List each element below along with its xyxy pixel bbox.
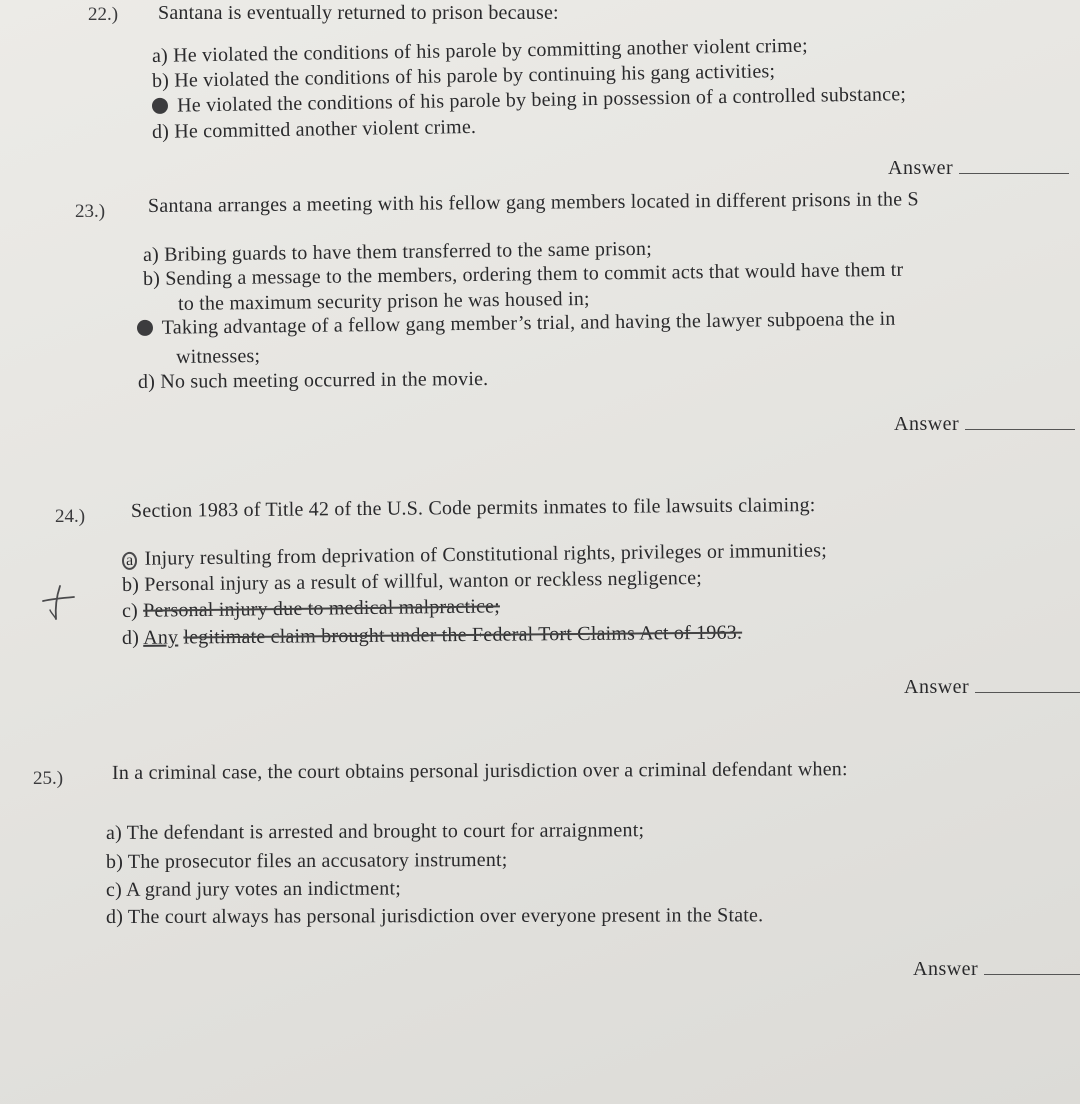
filled-circle-mark-icon: [137, 320, 153, 336]
q22-answer: [888, 157, 1069, 180]
option-letter: a): [151, 44, 169, 67]
option-letter: a): [105, 821, 122, 844]
option-text: Taking advantage of a fellow gang member’s trial, and having the lawyer subpoena the in: [161, 307, 896, 339]
option-letter: b): [142, 267, 161, 290]
option-text: The defendant is arrested and brought to court for arraignment;: [126, 819, 645, 844]
option-letter: d): [151, 120, 170, 143]
q23-answer: [894, 413, 1075, 436]
answer-line[interactable]: [984, 974, 1080, 975]
q23-option-b-continuation: to the maximum security prison he was housed in;: [177, 287, 590, 315]
answer-label: Answer: [894, 413, 960, 435]
circled-letter-mark-icon: a: [122, 552, 138, 570]
question-number-25: 25.): [33, 768, 64, 789]
q24-option-a: [122, 539, 827, 571]
q23-option-d: [138, 368, 489, 394]
q23-option-c-continuation: witnesses;: [175, 344, 261, 368]
q24-option-c: [122, 595, 500, 623]
option-text: A grand jury votes an indictment;: [125, 877, 401, 901]
question-text-24: Section 1983 of Title 42 of the U.S. Code permits inmates to file lawsuits claiming:: [130, 494, 816, 522]
option-letter: c): [121, 599, 139, 622]
q24-option-b: [122, 567, 702, 597]
option-text: Sending a message to the members, ordering them to commit acts that would have them tr: [165, 258, 904, 290]
q25-option-d: [106, 904, 763, 929]
answer-line[interactable]: [959, 173, 1069, 174]
pencil-cross-mark-icon: [38, 583, 78, 623]
option-text: Personal injury as a result of willful, wanton or reckless negligence;: [144, 566, 703, 596]
option-text: Injury resulting from deprivation of Constitutional rights, privileges or immunities;: [144, 539, 828, 570]
question-number-23: 23.): [75, 201, 106, 222]
question-number-22: 22.): [88, 4, 119, 25]
q24-answer: [904, 676, 1080, 699]
option-text: He violated the conditions of his parole by continuing his gang activities;: [174, 60, 776, 92]
q25-option-b: [106, 849, 508, 874]
question-number-24: 24.): [55, 506, 86, 527]
option-text-part-b: legitimate claim brought under the Federal Tort Claims Act of 1963.: [183, 621, 743, 649]
option-letter: d): [105, 905, 124, 928]
option-text: He violated the conditions of his parole by committing another violent crime;: [172, 34, 808, 67]
option-letter: d): [121, 626, 140, 649]
answer-line[interactable]: [975, 692, 1080, 693]
q24-option-d: [122, 622, 742, 650]
option-text: Bribing guards to have them transferred to the same prison;: [163, 237, 653, 266]
option-letter: b): [121, 573, 140, 596]
question-text-25: In a criminal case, the court obtains personal jurisdiction over a criminal defendant when:: [111, 758, 848, 784]
option-text-part-a: Any: [143, 626, 179, 649]
q25-option-c: [106, 877, 401, 902]
option-letter: b): [105, 850, 124, 873]
question-text-22: Santana is eventually returned to prison because:: [158, 2, 559, 24]
option-letter: a): [142, 243, 160, 266]
q25-option-a: [106, 819, 644, 845]
answer-label: Answer: [904, 676, 970, 698]
q22-option-d: [152, 116, 476, 144]
option-text: The court always has personal jurisdiction over everyone present in the State.: [127, 904, 764, 928]
option-letter: b): [151, 69, 170, 92]
option-text: He committed another violent crime.: [174, 115, 477, 143]
q25-answer: [913, 958, 1080, 981]
filled-circle-mark-icon: [152, 98, 168, 114]
answer-label: Answer: [888, 157, 954, 179]
answer-line[interactable]: [965, 429, 1075, 430]
option-text: Personal injury due to medical malpractice;: [142, 595, 501, 622]
option-text: No such meeting occurred in the movie.: [160, 367, 489, 393]
option-letter: c): [105, 878, 122, 901]
option-letter: d): [137, 370, 156, 393]
question-text-23: Santana arranges a meeting with his fellow gang members located in different prisons in the S: [147, 188, 919, 217]
answer-label: Answer: [913, 958, 979, 980]
option-text: He violated the conditions of his parole by being in possession of a controlled substance;: [177, 83, 907, 117]
option-text: The prosecutor files an accusatory instrument;: [127, 848, 508, 873]
